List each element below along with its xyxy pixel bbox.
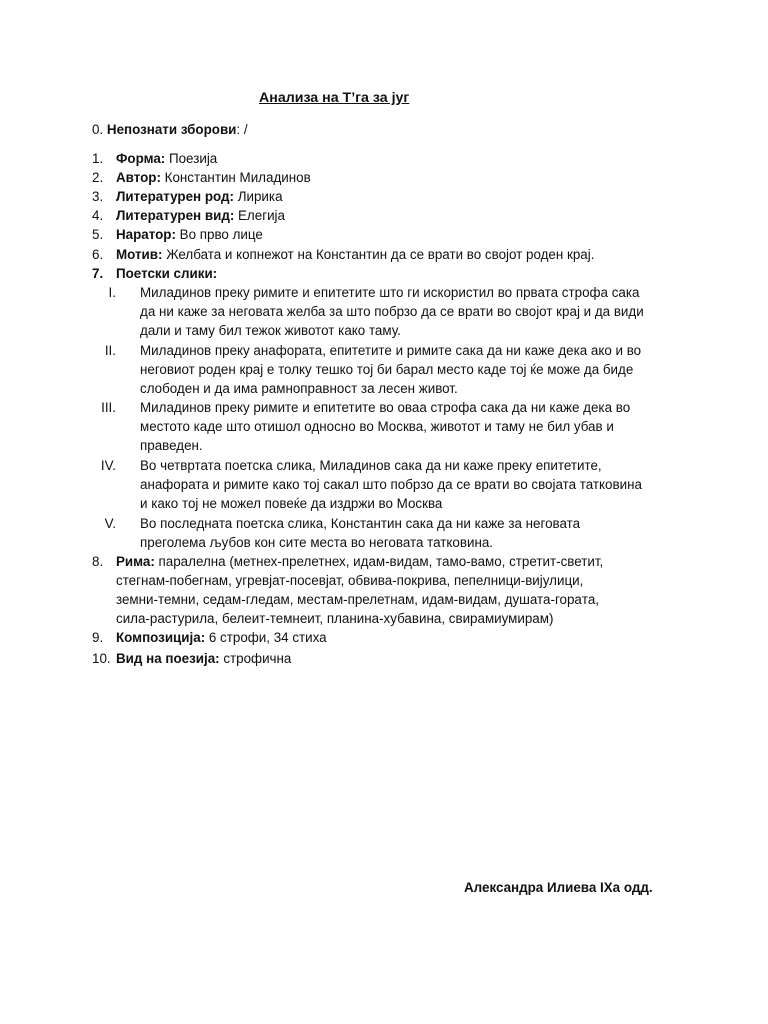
roman-num: III.: [101, 400, 116, 415]
rhyme-num: 8.: [92, 554, 104, 569]
rhyme-label: Рима:: [116, 554, 155, 569]
poetic-image-line: и како тој не можел повеќе да издржи во Москва: [140, 496, 443, 511]
poetic-image-line: праведен.: [140, 438, 203, 453]
poetic-image-line: слободен и да има рамноправност за лесен живот.: [140, 381, 458, 396]
list-item-value: Елегија: [234, 208, 285, 223]
list-item-num: 1.: [92, 151, 104, 166]
list-item-num: 5.: [92, 227, 104, 242]
unknown-words-label: Непознати зборови: [106, 122, 237, 137]
list-item-num: 3.: [92, 189, 104, 204]
unknown-words-line: [92, 120, 248, 139]
unknown-words-num: 0.: [92, 122, 104, 137]
list-item-num: 2.: [92, 170, 104, 185]
poetic-image-line: Во последната поетска слика, Константин сака да ни каже за неговата: [140, 516, 581, 531]
poetic-image-line: Во четвртата поетска слика, Миладинов сака да ни каже преку епитетите,: [140, 458, 602, 473]
list-item-label: Литературен род:: [116, 189, 234, 204]
page-title: Анализа на Т’га за југ: [259, 90, 410, 106]
roman-num: IV.: [100, 458, 116, 473]
list-item-value: Желбата и копнежот на Константин да се врати во својот роден крај.: [162, 247, 595, 262]
list-item-label: Литературен вид:: [116, 208, 235, 223]
list-item-num: 6.: [92, 247, 104, 262]
poetic-image-line: неговиот роден крај е толку тешко тој би барал место каде тој ќе може да биде: [140, 362, 634, 377]
rhyme-line: паралелна (метнех-прелетнех, идам-видам, тамо-вамо, стретит-светит,: [154, 554, 604, 569]
rhyme-line: стегнам-побегнам, угревјат-посевјат, обвива-покрива, пепелници-вијулици,: [116, 573, 584, 588]
list-item-label: Поетски слики:: [116, 266, 218, 281]
poetry-type-label: Вид на поезија:: [116, 651, 220, 666]
poetic-image-line: Миладинов преку римите и епитетите во оваа строфа сака да ни каже дека во: [140, 400, 631, 415]
list-item-label: Автор:: [116, 170, 161, 185]
poetry-type-value: строфична: [219, 651, 292, 666]
rhyme-line: сила-растурила, белеит-темнеит, планина-хубавина, свирамиумирам): [116, 611, 554, 626]
poetic-image-line: местото каде што отишол односно во Москва, животот и таму не бил убав и: [140, 419, 614, 434]
list-item-label: Наратор:: [116, 227, 176, 242]
poetic-image-line: Миладинов преку анафората, епитетите и римите сака да ни каже дека ако и во: [140, 343, 642, 358]
composition-label: Композиција:: [116, 630, 206, 645]
list-item-label: Форма:: [116, 151, 166, 166]
poetic-image-line: Миладинов преку римите и епитетите што ги искористил во првата строфа сака: [140, 285, 640, 300]
roman-num: I.: [108, 285, 116, 300]
list-item-value: Поезија: [165, 151, 218, 166]
composition-num: 9.: [92, 630, 104, 645]
list-item-value: Во прво лице: [175, 227, 263, 242]
unknown-words-value: : /: [236, 122, 248, 137]
poetic-image-line: анафората и римите како тој сакал што побрзо да се врати во својата татковина: [140, 477, 642, 492]
roman-num: V.: [104, 516, 116, 531]
poetic-image-line: преголема љубов кон сите места во неговата татковина.: [140, 535, 494, 550]
roman-num: II.: [104, 343, 116, 358]
poetic-image-line: да ни каже за неговата желба за што побрзо да се врати во својот крај и да види: [140, 304, 644, 319]
list-item-value: Лирика: [234, 189, 283, 204]
poetic-image-line: дали и таму бил тежок животот како таму.: [140, 323, 401, 338]
list-item-num: 4.: [92, 208, 104, 223]
composition-value: 6 строфи, 34 стиха: [205, 630, 327, 645]
author-signature: Александра Илиева IXа одд.: [464, 880, 653, 895]
list-item-num: 7.: [92, 266, 104, 281]
list-item-value: Константин Миладинов: [160, 170, 311, 185]
poetry-type-num: 10.: [92, 651, 111, 666]
list-item-label: Мотив:: [116, 247, 163, 262]
rhyme-line: земни-темни, седам-гледам, местам-прелетнам, идам-видам, душата-горaта,: [116, 592, 600, 607]
